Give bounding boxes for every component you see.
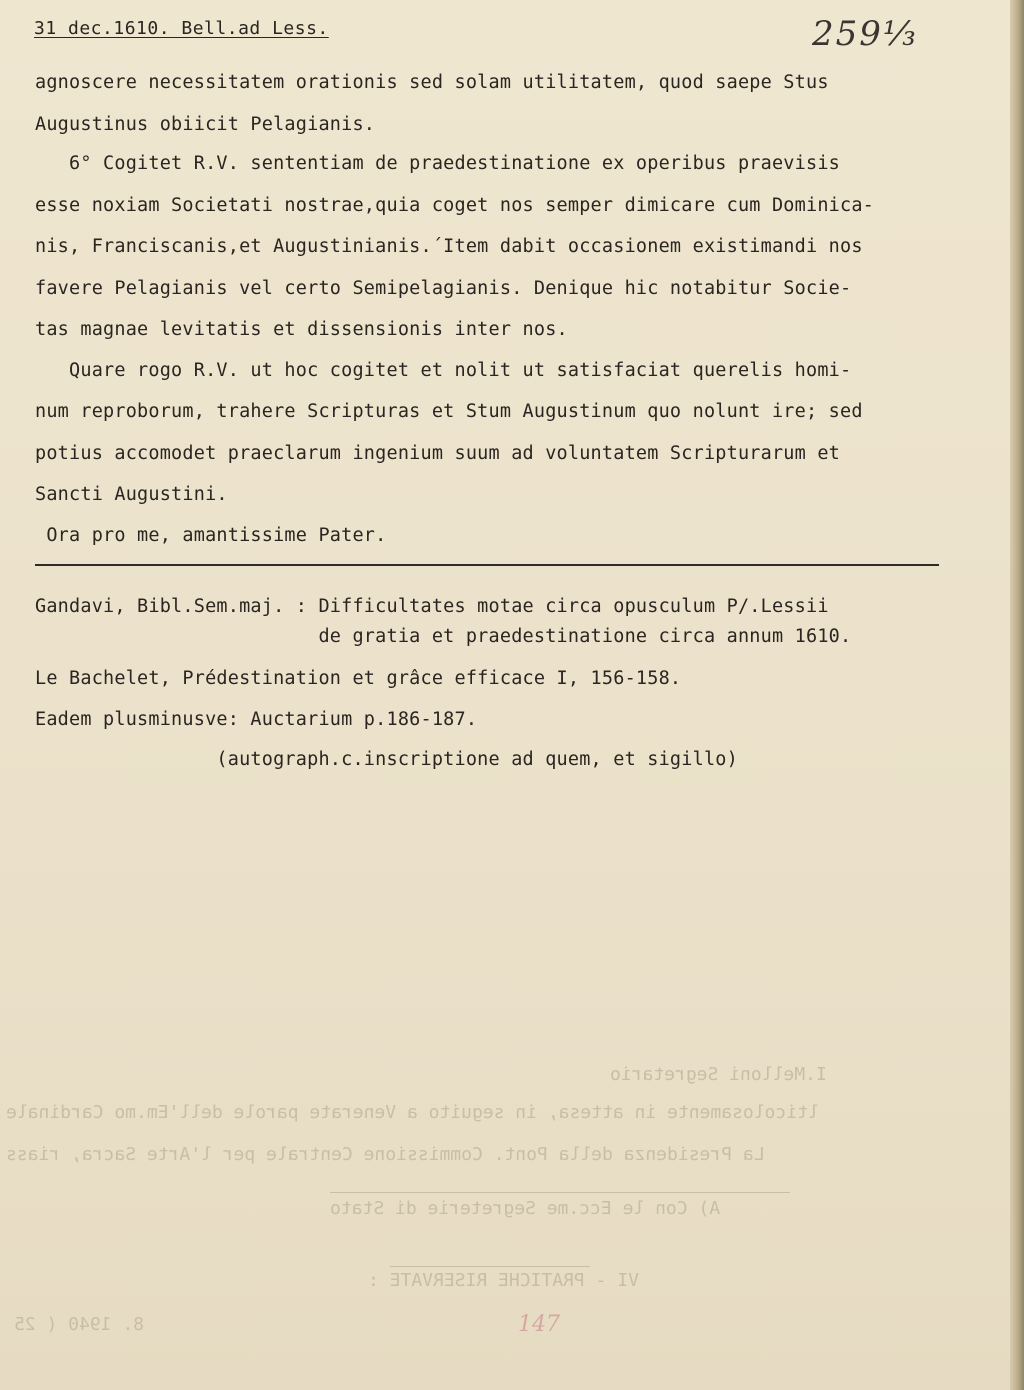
bleed-through-line: A) Con le Ecc.me Segreterie di Stato xyxy=(330,1198,721,1219)
page-edge xyxy=(1010,0,1024,1390)
handwritten-page-number: 259⅓ xyxy=(812,14,918,54)
source-note: de gratia et praedestinatione circa annum 1610. xyxy=(35,626,852,647)
source-note: Eadem plusminusve: Auctarium p.186-187. xyxy=(35,709,478,730)
source-note: (autograph.c.inscriptione ad quem, et sigillo) xyxy=(35,749,738,770)
letter-header: 31 dec.1610. Bell.ad Less. xyxy=(34,18,329,39)
bleed-through-handwritten-number: 147 xyxy=(518,1312,560,1337)
bleed-through-line: lticolosamente in attesa, in seguito a Venerate parole dell'Em.mo Cardinale xyxy=(6,1102,819,1123)
body-line: nis, Franciscanis,et Augustinianis.´Item dabit occasionem existimandi nos xyxy=(35,236,863,257)
body-line: agnoscere necessitatem orationis sed solam utilitatem, quod saepe Stus xyxy=(35,72,829,93)
source-note: Gandavi, Bibl.Sem.maj. : Difficultates motae circa opusculum P/.Lessii xyxy=(35,596,829,617)
body-line: Sancti Augustini. xyxy=(35,484,228,505)
body-line: potius accomodet praeclarum ingenium suum ad voluntatem Scripturarum et xyxy=(35,443,840,464)
body-line: num reproborum, trahere Scripturas et Stum Augustinum quo nolunt ire; sed xyxy=(35,401,863,422)
body-line: Augustinus obiicit Pelagianis. xyxy=(35,114,376,135)
section-divider xyxy=(35,564,939,566)
bleed-through-line: I.Melloni Segretario xyxy=(610,1064,827,1085)
body-line: Ora pro me, amantissime Pater. xyxy=(35,525,387,546)
body-line: tas magnae levitatis et dissensionis inter nos. xyxy=(35,319,568,340)
source-note: Le Bachelet, Prédestination et grâce efficace I, 156-158. xyxy=(35,668,682,689)
body-line: Quare rogo R.V. ut hoc cogitet et nolit ut satisfaciat querelis homi- xyxy=(35,360,852,381)
body-line: favere Pelagianis vel certo Semipelagianis. Denique hic notabitur Socie- xyxy=(35,278,852,299)
body-line: 6° Cogitet R.V. sententiam de praedestinatione ex operibus praevisis xyxy=(35,153,840,174)
bleed-through-rule xyxy=(330,1192,790,1193)
bleed-through-rule xyxy=(390,1266,590,1267)
body-line: esse noxiam Societati nostrae,quia coget nos semper dimicare cum Dominica- xyxy=(35,195,875,216)
bleed-through-line: La Presidenza della Pont. Commissione Centrale per l'Arte Sacra, riass xyxy=(6,1144,765,1165)
bleed-through-line: 8. 1940 ( 25 xyxy=(14,1314,145,1335)
bleed-through-line: VI - PRATICHE RISERVATE : xyxy=(368,1270,639,1291)
